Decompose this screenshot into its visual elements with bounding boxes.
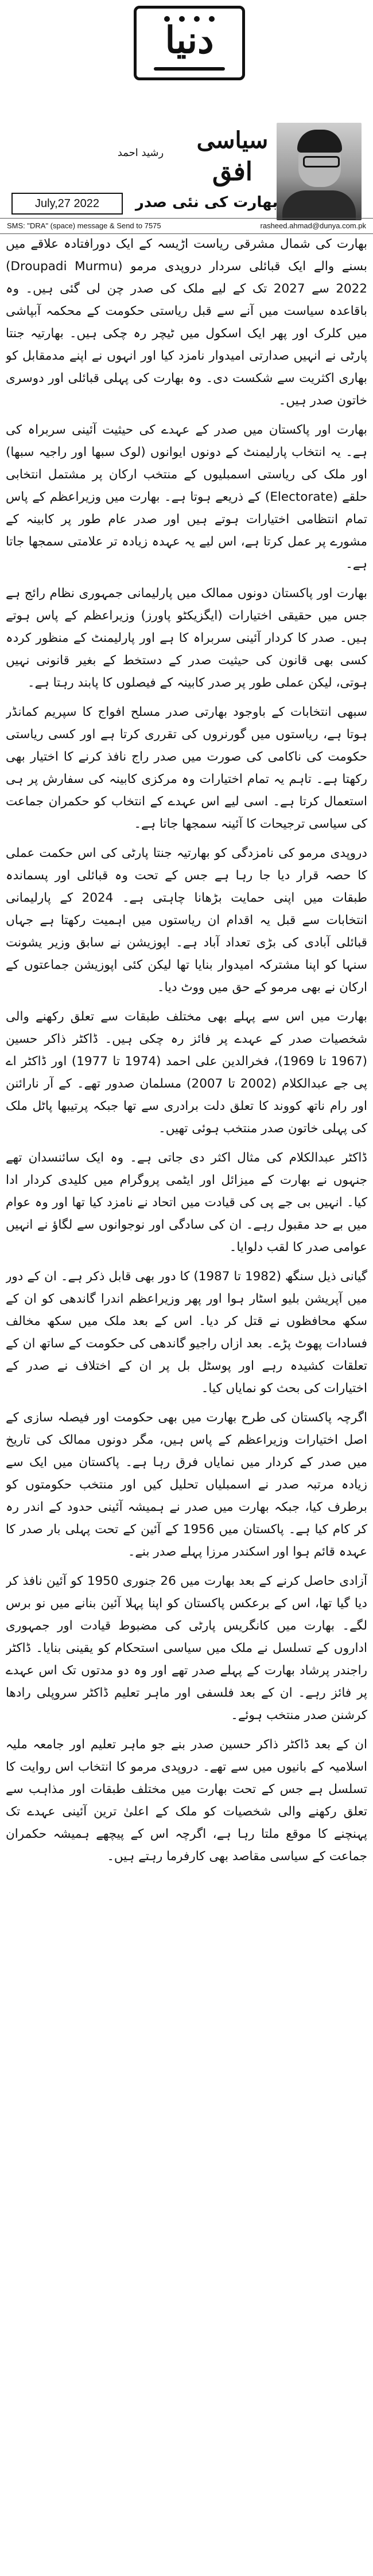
article-paragraph: بھارت اور پاکستان میں صدر کے عہدے کی حیثیت آئینی سربراہ کی ہے۔ یہ انتخاب پارلیمنٹ کے دونوں ایوانوں (لوک سبھا اور راجیہ سبھا) اور ملک کی ریاستی اسمبلیوں کے منتخب ارکان پر مشتمل انتخابی حلقے (Electorate) کے ذریعے ہوتا ہے۔ بھارت میں وزیراعظم کے پاس تمام انتظامی اختیارات ہوتے ہیں اور صدر عام طور پر کابینہ کے مشورے پر عمل کرتا ہے، اس لیے یہ عہدہ زیادہ تر علامتی سمجھا جاتا ہے۔ <box>6 423 367 571</box>
sms-instructions: SMS: "DRA" (space) message & Send to 7575 <box>7 221 161 230</box>
article-headline: بھارت کی نئی صدر <box>135 194 278 211</box>
article-paragraph: آزادی حاصل کرنے کے بعد بھارت میں 26 جنوری 1950 کو آئین نافذ کر دیا گیا تھا، اس کے برعکس پاکستان کو اپنا پہلا آئین بنانے میں نو برس لگے۔ بھارت میں کانگریس پارٹی کی مضبوط قیادت اور جمہوری اداروں کے تسلسل نے ملک میں سیاسی استحکام کو یقینی بنایا۔ ڈاکٹر راجندر پرشاد بھارت کے پہلے صدر تھے اور وہ دو مدتوں تک اس عہدے پر فائز رہے۔ ان کے بعد فلسفی اور ماہر تعلیم ڈاکٹر سروپلی رادھا کرشنن صدر منتخب ہوئے۔ <box>6 1574 367 1722</box>
newspaper-logo <box>134 6 245 80</box>
article-body <box>6 233 367 2573</box>
column-header <box>0 123 373 230</box>
article-paragraph: ڈاکٹر عبدالکلام کی مثال اکثر دی جاتی ہے۔ وہ ایک سائنسدان تھے جنہوں نے بھارت کے میزائل اور ایٹمی پروگرام میں کلیدی کردار ادا کیا۔ انہیں بی جے پی کی قیادت میں اتحاد نے نامزد کیا تھا اور وہ عوام میں بے حد مقبول رہے۔ ان کی سادگی اور نوجوانوں سے لگاؤ نے انہیں عوامی صدر کا لقب دلوایا۔ <box>6 1151 367 1254</box>
article-paragraph: بھارت اور پاکستان دونوں ممالک میں پارلیمانی جمہوری نظام رائج ہے جس میں حقیقی اختیارات (ایگزیکٹو پاورز) وزیراعظم کے پاس ہوتے ہیں۔ صدر کا کردار آئینی سربراہ کا ہے اور پارلیمنٹ کے منظور کردہ کسی بھی قانون کی حیثیت صدر کے دستخط کے بغیر قانونی نہیں ہوتی، لیکن عملی طور پر صدر کابینہ کے فیصلوں کا پابند رہتا ہے۔ <box>6 586 367 690</box>
publish-date: July,27 2022 <box>11 193 123 215</box>
article-paragraph: اگرچہ پاکستان کی طرح بھارت میں بھی حکومت اور فیصلہ سازی کے اصل اختیارات وزیراعظم کے پاس ہیں، مگر دونوں ممالک کی تاریخ میں صدر کے کردار میں نمایاں فرق رہا ہے۔ پاکستان میں ایک سے زیادہ مرتبہ صدر نے اسمبلیاں تحلیل کیں اور منتخب حکومتوں کو برطرف کیا، جبکہ بھارت میں صدر نے ہمیشہ آئینی حدود کے اندر رہ کر کام کیا ہے۔ پاکستان میں 1956 کے آئین کے تحت پہلی بار صدر کا عہدہ قائم ہوا اور اسکندر مرزا پہلے صدر بنے۔ <box>6 1410 367 1559</box>
article-paragraph: بھارت میں اس سے پہلے بھی مختلف طبقات سے تعلق رکھنے والی شخصیات صدر کے عہدے پر فائز رہ چکی ہیں۔ ڈاکٹر ذاکر حسین (1967 تا 1969)، فخرالدین علی احمد (1974 تا 1977) اور ڈاکٹر اے پی جے عبدالکلام (2002 تا 2007) مسلمان صدور تھے۔ کے آر نارائنن اور رام ناتھ کووند کا تعلق دلت برادری سے تھا جبکہ پرتیبھا پاٹل ملک کی پہلی خاتون صدر منتخب ہوئی تھیں۔ <box>6 1010 367 1136</box>
masthead <box>0 0 373 115</box>
author-email[interactable]: rasheed.ahmad@dunya.com.pk <box>260 221 366 230</box>
article-paragraph: گیانی ذیل سنگھ (1982 تا 1987) کا دور بھی قابل ذکر ہے۔ ان کے دور میں آپریشن بلیو اسٹار ہوا اور پھر وزیراعظم اندرا گاندھی کو ان کے سکھ محافظوں نے قتل کر دیا۔ اس کے بعد ملک میں سکھ مخالف فسادات پھوٹ پڑے۔ بعد ازاں راجیو گاندھی کی حکومت کے ساتھ ان کے تعلقات کشیدہ رہے اور پوسٹل بل پر ان کے اختلاف نے صدر کے اختیارات کی بحث کو نمایاں کیا۔ <box>6 1269 367 1396</box>
logo-text: دنیا <box>165 19 214 62</box>
column-name-top: سیاسی <box>196 127 269 154</box>
author-name: رشید احمد <box>117 147 164 159</box>
column-name-bottom: افق <box>212 157 252 186</box>
article-paragraph: سبھی انتخابات کے باوجود بھارتی صدر مسلح افواج کا سپریم کمانڈر ہوتا ہے، ریاستوں میں گورنروں کی تقرری کرتا ہے اور کسی ریاستی حکومت کی ناکامی کی صورت میں صدر راج نافذ کرنے کا اختیار بھی رکھتا ہے۔ تاہم یہ تمام اختیارات وہ مرکزی کابینہ کی سفارش پر ہی استعمال کرتا ہے۔ اسی لیے اس عہدے کے انتخاب کو حکمران جماعت کی سیاسی ترجیحات کا آئینہ سمجھا جاتا ہے۔ <box>6 705 367 831</box>
article-paragraph: دروپدی مرمو کی نامزدگی کو بھارتیہ جنتا پارٹی کی اس حکمت عملی کا حصہ قرار دیا جا رہا ہے جس کے تحت وہ قبائلی اور پسماندہ طبقات میں اپنی حمایت بڑھانا چاہتی ہے۔ 2024 کے پارلیمانی انتخابات سے قبل یہ اقدام ان ریاستوں میں اہمیت رکھتا ہے جہاں قبائلی آبادی کی بڑی تعداد آباد ہے۔ اپوزیشن نے سابق وزیر یشونت سنہا کو اپنا مشترکہ امیدوار بنایا تھا لیکن کئی اپوزیشن جماعتوں کے ارکان نے بھی مرمو کے حق میں ووٹ دیا۔ <box>6 846 367 995</box>
column-name <box>189 125 275 200</box>
author-photo <box>277 123 362 220</box>
contact-strip <box>0 218 373 234</box>
article-paragraph: ان کے بعد ڈاکٹر ذاکر حسین صدر بنے جو ماہر تعلیم اور جامعہ ملیہ اسلامیہ کے بانیوں میں سے تھے۔ دروپدی مرمو کا انتخاب اس روایت کا تسلسل ہے جس کے تحت بھارت میں مختلف طبقات اور مذاہب سے تعلق رکھنے والی شخصیات کو ملک کے اعلیٰ ترین آئینی عہدے تک پہنچنے کا موقع ملتا رہا ہے، اگرچہ اس کے پیچھے ہمیشہ حکمران جماعت کے سیاسی مقاصد بھی کارفرما رہتے ہیں۔ <box>6 1737 367 1864</box>
article-paragraph: بھارت کی شمال مشرقی ریاست اڑیسہ کے ایک دورافتادہ علاقے میں بسنے والے ایک قبائلی سردار دروپدی مرمو (Droupadi Murmu) 2022 سے 2027 تک کے لیے ملک کی صدر چن لی گئی ہیں۔ وہ باقاعدہ سیاست میں آنے سے قبل ریاستی حکومت کے محکمہ آبپاشی میں کلرک اور پھر ایک اسکول میں ٹیچر رہ چکی ہیں۔ بھارتیہ جنتا پارٹی نے انہیں صدارتی امیدوار نامزد کیا اور انہوں نے اپنے مدمقابل کو بھاری اکثریت سے شکست دی۔ وہ بھارت کی پہلی قبائلی اور دوسری خاتون صدر ہیں۔ <box>6 237 367 408</box>
logo-flourish <box>154 67 225 71</box>
